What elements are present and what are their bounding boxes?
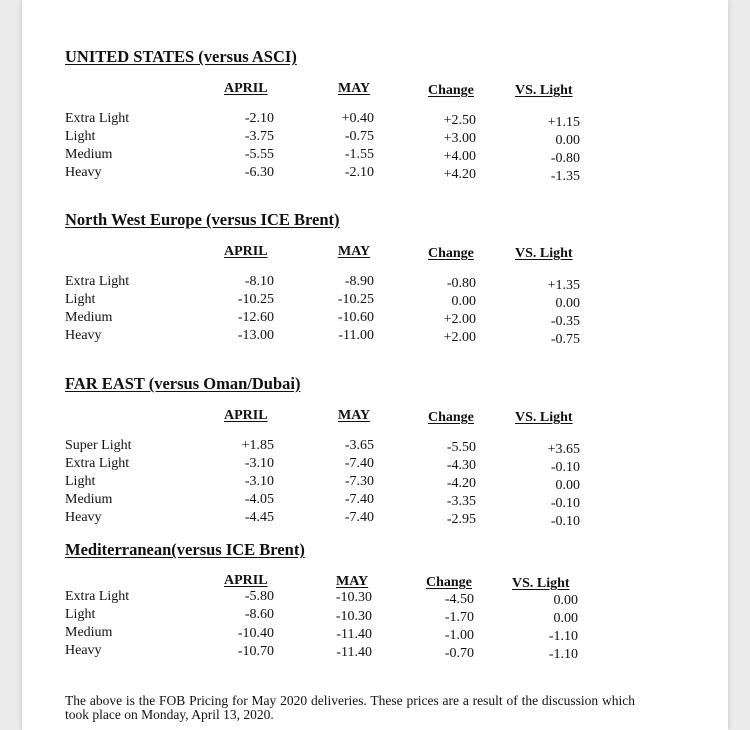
cell-vs-light: 0.00 [555,133,580,148]
cell-change: -0.70 [444,646,474,661]
col-header-april: APRIL [224,244,268,259]
cell-vs-light: -0.80 [550,151,580,166]
cell-vs-light: -0.35 [550,314,580,329]
row-grade: Medium [65,147,113,162]
row-grade: Super Light [65,438,132,453]
cell-may: -7.40 [344,456,374,471]
cell-april: -10.40 [237,626,274,641]
cell-change: +2.00 [443,312,476,327]
cell-vs-light: -0.10 [550,514,580,529]
cell-may: -10.30 [335,609,372,624]
cell-change: -0.80 [446,276,476,291]
cell-may: -7.40 [344,492,374,507]
row-grade: Extra Light [65,274,130,289]
cell-may: -7.40 [344,510,374,525]
cell-april: -2.10 [244,111,274,126]
cell-vs-light: 0.00 [555,296,580,311]
cell-may: +0.40 [341,111,374,126]
row-grade: Light [65,607,96,622]
row-grade: Light [65,474,96,489]
cell-may: -7.30 [344,474,374,489]
cell-change: -4.30 [446,458,476,473]
cell-may: -10.60 [337,310,374,325]
cell-april: -5.55 [244,147,274,162]
row-grade: Light [65,292,96,307]
cell-april: -3.10 [244,456,274,471]
col-header-change: Change [428,410,474,425]
cell-change: +2.50 [443,113,476,128]
section-title-mediterranean: Mediterranean(versus ICE Brent) [65,540,305,559]
row-grade: Medium [65,492,113,507]
cell-may: -0.75 [344,129,374,144]
cell-may: -10.30 [335,590,372,605]
cell-change: -4.50 [444,592,474,607]
cell-april: -8.60 [244,607,274,622]
cell-april: -4.45 [244,510,274,525]
cell-may: -2.10 [344,165,374,180]
cell-april: -10.25 [237,292,274,307]
cell-change: 0.00 [451,294,476,309]
col-header-vs-light: VS. Light [512,576,570,591]
cell-change: -2.95 [446,512,476,527]
col-header-vs-light: VS. Light [515,410,573,425]
cell-vs-light: +1.15 [547,115,580,130]
col-header-may: MAY [338,408,371,423]
cell-vs-light: 0.00 [553,593,578,608]
row-grade: Light [65,129,96,144]
cell-vs-light: 0.00 [553,611,578,626]
cell-change: -5.50 [446,440,476,455]
col-header-may: MAY [338,244,371,259]
col-header-april: APRIL [224,408,268,423]
cell-april: -12.60 [237,310,274,325]
cell-april: -3.10 [244,474,274,489]
cell-change: -3.35 [446,494,476,509]
cell-may: -11.00 [338,328,374,343]
cell-april: -13.00 [237,328,274,343]
row-grade: Extra Light [65,456,130,471]
document-page [22,0,728,730]
cell-change: +2.00 [443,330,476,345]
cell-vs-light: -1.10 [548,629,578,644]
cell-vs-light: +3.65 [547,442,580,457]
cell-vs-light: -0.75 [550,332,580,347]
col-header-april: APRIL [224,81,268,96]
row-grade: Extra Light [65,589,130,604]
col-header-vs-light: VS. Light [515,83,573,98]
cell-april: -8.10 [244,274,274,289]
cell-change: +4.00 [443,149,476,164]
cell-april: -4.05 [244,492,274,507]
cell-april: +1.85 [241,438,274,453]
col-header-april: APRIL [224,573,268,588]
cell-vs-light: 0.00 [555,478,580,493]
cell-vs-light: -0.10 [550,496,580,511]
col-header-change: Change [428,246,474,261]
cell-may: -8.90 [344,274,374,289]
section-title-far-east: FAR EAST (versus Oman/Dubai) [65,374,301,393]
cell-may: -11.40 [336,627,372,642]
cell-vs-light: -1.10 [548,647,578,662]
cell-may: -3.65 [344,438,374,453]
footnote: The above is the FOB Pricing for May 2020 deliveries. These prices are a result of the discussion which took place on Monday, April 13, 2020. [65,693,635,722]
cell-may: -1.55 [344,147,374,162]
cell-vs-light: -1.35 [550,169,580,184]
col-header-change: Change [428,83,474,98]
cell-april: -6.30 [244,165,274,180]
cell-change: -1.70 [444,610,474,625]
cell-april: -10.70 [237,644,274,659]
row-grade: Medium [65,310,113,325]
cell-april: -3.75 [244,129,274,144]
section-title-north-west-europe: North West Europe (versus ICE Brent) [65,210,340,229]
cell-change: -1.00 [444,628,474,643]
cell-change: +3.00 [443,131,476,146]
row-grade: Heavy [65,165,102,180]
col-header-may: MAY [336,574,369,589]
cell-change: +4.20 [443,167,476,182]
cell-may: -11.40 [336,645,372,660]
row-grade: Heavy [65,328,102,343]
cell-vs-light: -0.10 [550,460,580,475]
cell-change: -4.20 [446,476,476,491]
cell-may: -10.25 [337,292,374,307]
col-header-may: MAY [338,81,371,96]
row-grade: Heavy [65,643,102,658]
row-grade: Medium [65,625,113,640]
col-header-change: Change [426,575,472,590]
cell-april: -5.80 [244,589,274,604]
row-grade: Heavy [65,510,102,525]
cell-vs-light: +1.35 [547,278,580,293]
row-grade: Extra Light [65,111,130,126]
section-title-united-states: UNITED STATES (versus ASCI) [65,47,297,66]
col-header-vs-light: VS. Light [515,246,573,261]
